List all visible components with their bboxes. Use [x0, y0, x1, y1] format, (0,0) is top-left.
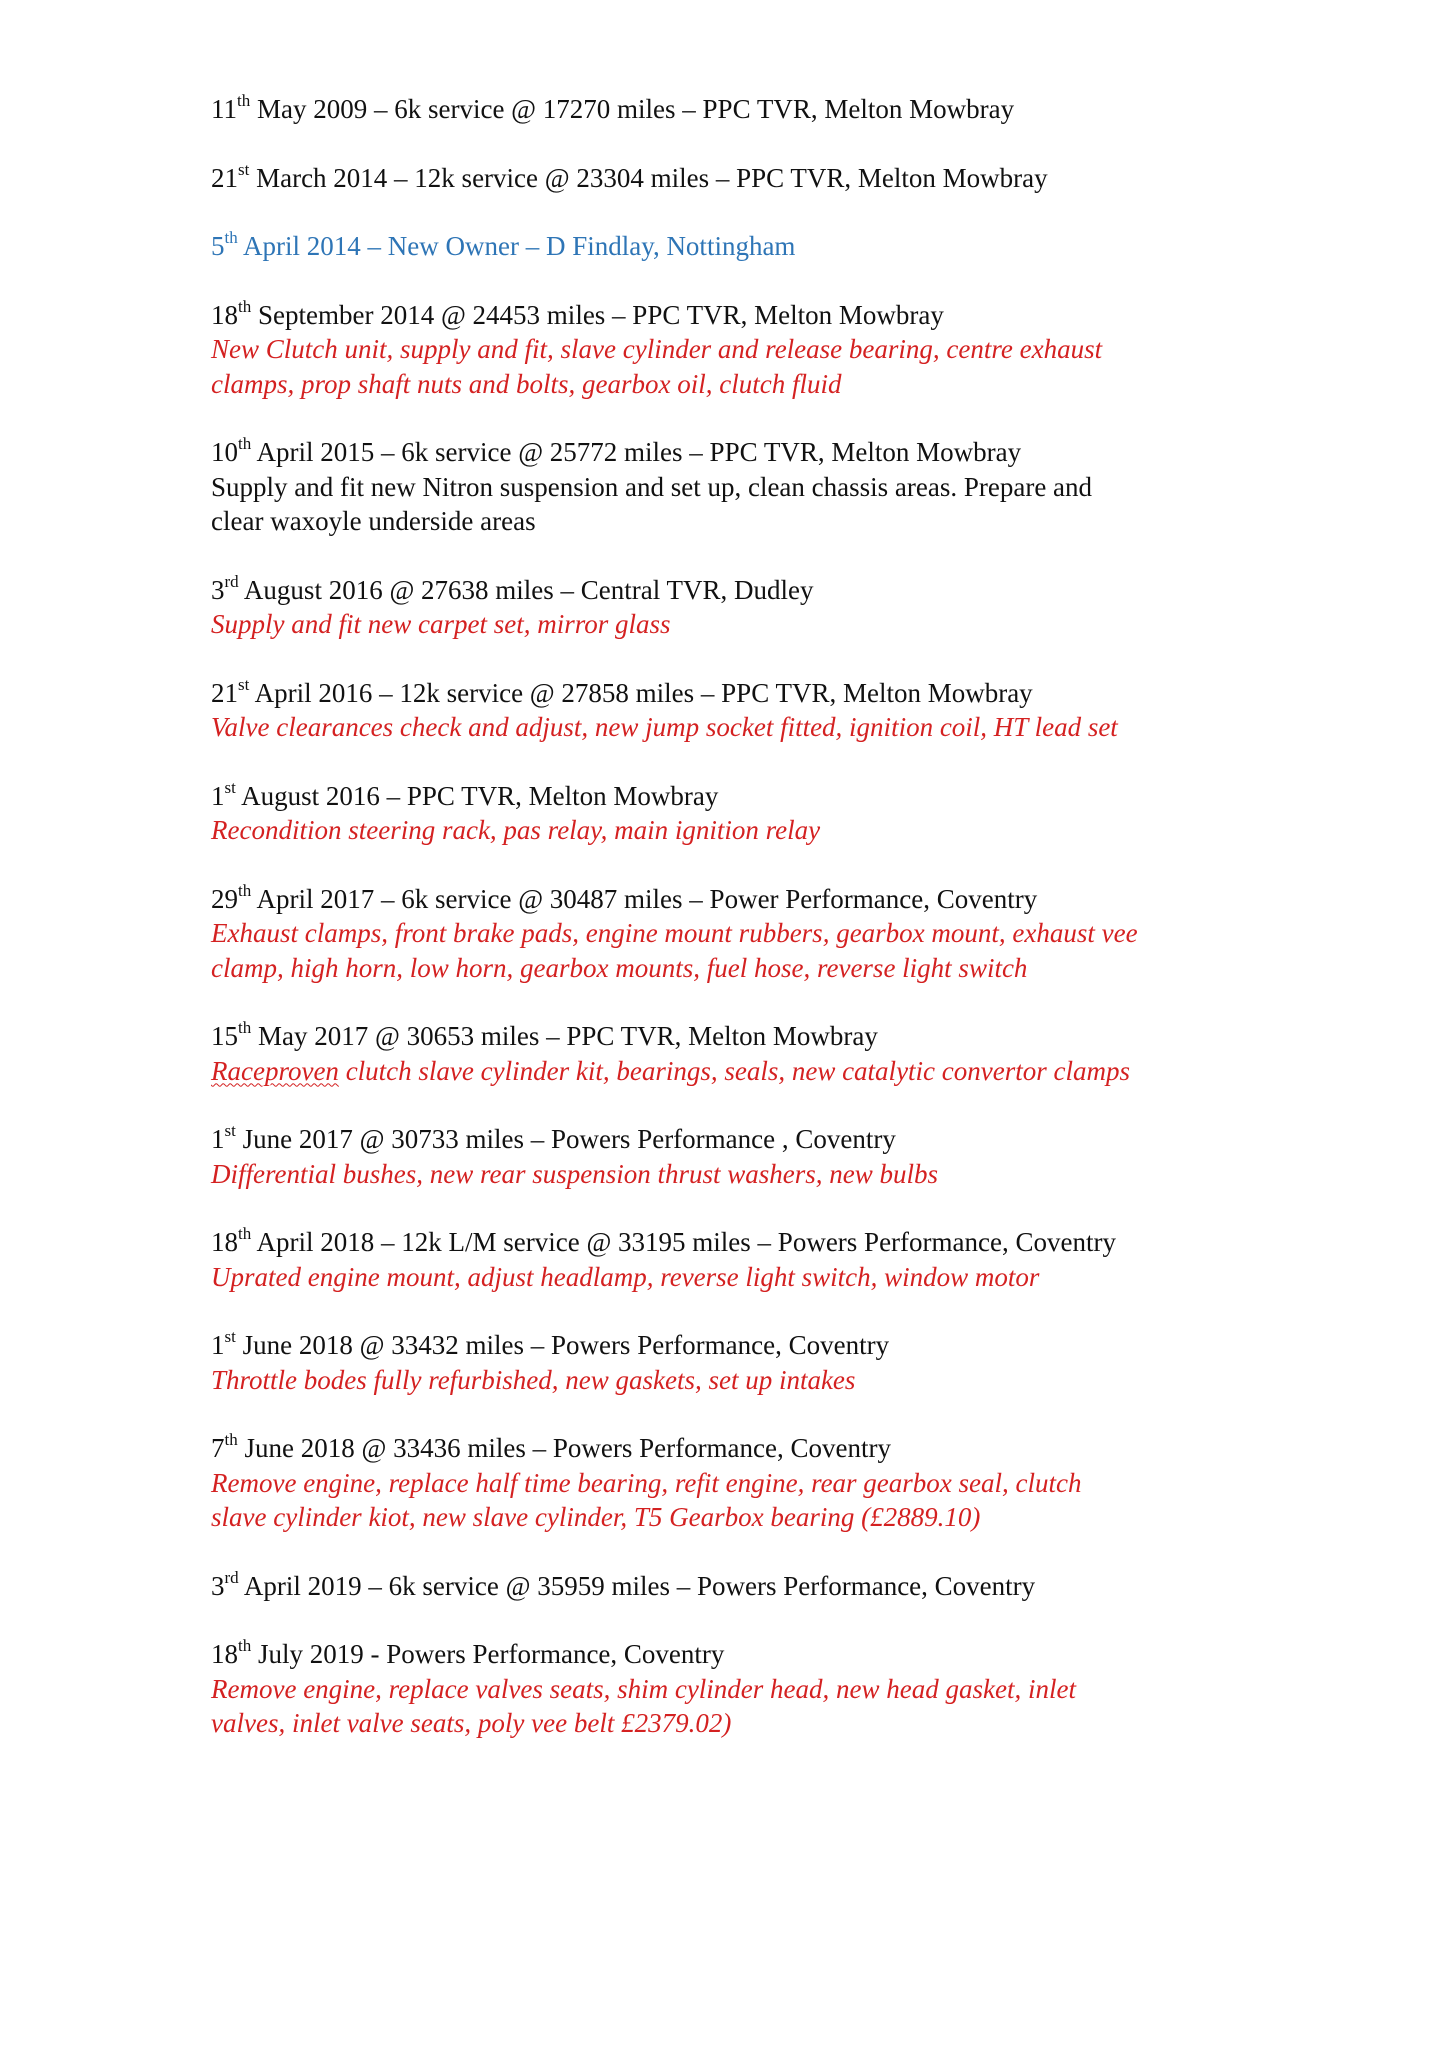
entry-day-ordinal: th [238, 1224, 252, 1243]
service-work-details [211, 504, 1271, 539]
service-work-details [211, 951, 1271, 986]
service-entry [211, 882, 1271, 986]
service-entry-heading [211, 161, 1271, 196]
entry-heading-text: April 2015 – 6k service @ 25772 miles – PPC TVR, Melton Mowbray [251, 437, 1022, 467]
service-work-details [211, 1672, 1271, 1707]
entry-heading-text: May 2009 – 6k service @ 17270 miles – PPC TVR, Melton Mowbray [250, 94, 1015, 124]
service-work-details [211, 1500, 1271, 1535]
service-entry-heading [211, 779, 1271, 814]
service-entry-heading [211, 92, 1271, 127]
entry-day: 18 [211, 1639, 238, 1669]
details-text: clear waxoyle underside areas [211, 506, 536, 536]
entry-heading-text: March 2014 – 12k service @ 23304 miles – PPC TVR, Melton Mowbray [249, 162, 1048, 193]
misspelled-word: Raceproven [211, 1055, 339, 1086]
service-entry [211, 229, 1271, 264]
entry-day-ordinal: th [238, 434, 252, 453]
entry-day: 18 [211, 299, 238, 330]
entry-day: 3 [211, 574, 225, 605]
entry-day: 11 [211, 94, 237, 124]
details-text: clamps, prop shaft nuts and bolts, gearbox oil, clutch fluid [211, 368, 842, 399]
entry-day-ordinal: st [224, 1327, 236, 1346]
service-work-details [211, 813, 1271, 848]
service-entry [211, 1569, 1271, 1604]
entry-day-ordinal: rd [224, 1567, 239, 1587]
entry-day: 29 [211, 883, 238, 914]
service-work-details [211, 1466, 1271, 1501]
entry-day: 21 [211, 162, 238, 193]
service-entry [211, 435, 1271, 539]
details-text: valves, inlet valve seats, poly vee belt £2379.02) [211, 1708, 732, 1738]
entry-heading-text: September 2014 @ 24453 miles – PPC TVR, Melton Mowbray [251, 299, 944, 330]
entry-day-ordinal: st [238, 159, 250, 179]
service-work-details [211, 607, 1271, 642]
service-entry [211, 1019, 1271, 1088]
details-text: Supply and fit new carpet set, mirror glass [211, 609, 671, 639]
service-entry [211, 1328, 1271, 1397]
entry-day-ordinal: rd [224, 571, 239, 591]
service-entry [211, 779, 1271, 848]
service-work-details [211, 470, 1271, 505]
details-text: Remove engine, replace valves seats, shim cylinder head, new head gasket, inlet [211, 1673, 1076, 1704]
service-entry-heading [211, 573, 1271, 608]
details-text: Exhaust clamps, front brake pads, engine mount rubbers, gearbox mount, exhaust vee [211, 918, 1138, 948]
service-work-details [211, 332, 1271, 367]
entry-heading-text: July 2019 - Powers Performance, Coventry [251, 1639, 725, 1669]
service-entry [211, 92, 1271, 127]
service-entry-heading [211, 1225, 1271, 1260]
entry-day-ordinal: st [224, 1121, 236, 1140]
entry-heading-text: April 2018 – 12k L/M service @ 33195 miles – Powers Performance, Coventry [251, 1227, 1116, 1257]
details-text: Remove engine, replace half time bearing, refit engine, rear gearbox seal, clutch [211, 1467, 1082, 1498]
entry-day-ordinal: th [238, 1018, 252, 1037]
service-work-details [211, 1157, 1271, 1192]
service-work-details [211, 710, 1271, 745]
entry-day: 5 [211, 231, 225, 261]
service-work-details [211, 1260, 1271, 1295]
entry-day: 10 [211, 437, 238, 467]
details-text: clamp, high horn, low horn, gearbox mounts, fuel hose, reverse light switch [211, 952, 1028, 983]
entry-day: 7 [211, 1433, 225, 1463]
entry-day: 21 [211, 677, 238, 708]
entry-day-ordinal: th [238, 880, 252, 900]
entry-heading-text: August 2016 @ 27638 miles – Central TVR, Dudley [238, 574, 814, 605]
details-text: Recondition steering rack, pas relay, main ignition relay [211, 815, 821, 845]
entry-heading-text: April 2017 – 6k service @ 30487 miles – Power Performance, Coventry [251, 883, 1038, 914]
service-work-details [211, 367, 1271, 402]
details-text: Uprated engine mount, adjust headlamp, reverse light switch, window motor [211, 1261, 1040, 1292]
entry-day-ordinal: th [224, 1430, 238, 1449]
entry-heading-text: April 2016 – 12k service @ 27858 miles – PPC TVR, Melton Mowbray [249, 677, 1033, 708]
service-entry [211, 1225, 1271, 1294]
service-entry [211, 1431, 1271, 1535]
service-work-details [211, 1054, 1271, 1089]
service-entry-heading [211, 1637, 1271, 1672]
service-entry-heading [211, 1019, 1271, 1054]
service-entry [211, 161, 1271, 196]
entry-heading-text: June 2018 @ 33432 miles – Powers Performance, Coventry [235, 1330, 890, 1360]
entry-day: 1 [211, 1124, 225, 1154]
entry-day: 1 [211, 1330, 225, 1360]
service-entry [211, 1637, 1271, 1741]
service-entry-heading [211, 435, 1271, 470]
service-entry-heading [211, 1122, 1271, 1157]
entry-day-ordinal: th [224, 228, 238, 247]
entry-heading-text: June 2018 @ 33436 miles – Powers Performance, Coventry [237, 1433, 891, 1463]
entry-heading-text: June 2017 @ 30733 miles – Powers Performance , Coventry [235, 1124, 896, 1154]
service-entry-heading [211, 1431, 1271, 1466]
service-entry-heading [211, 882, 1271, 917]
service-work-details [211, 916, 1271, 951]
service-history-page [211, 92, 1271, 1775]
entry-day-ordinal: st [238, 674, 250, 694]
details-text: Supply and fit new Nitron suspension and set up, clean chassis areas. Prepare and [211, 471, 1093, 502]
details-text: slave cylinder kiot, new slave cylinder, T5 Gearbox bearing (£2889.10) [211, 1502, 981, 1532]
entry-heading-text: April 2014 – New Owner – D Findlay, Nottingham [237, 231, 796, 261]
entry-day-ordinal: th [237, 91, 251, 110]
entry-day: 1 [211, 780, 225, 811]
entry-heading-text: August 2016 – PPC TVR, Melton Mowbray [235, 780, 719, 811]
service-entry-heading [211, 1569, 1271, 1604]
details-text: Throttle bodes fully refurbished, new gaskets, set up intakes [211, 1364, 856, 1395]
entry-day-ordinal: st [224, 777, 236, 797]
entry-heading-text: May 2017 @ 30653 miles – PPC TVR, Melton Mowbray [251, 1021, 878, 1051]
details-text: clutch slave cylinder kit, bearings, seals, new catalytic convertor clamps [338, 1055, 1130, 1086]
owner-change-heading [211, 229, 1271, 264]
entry-heading-text: April 2019 – 6k service @ 35959 miles – Powers Performance, Coventry [238, 1570, 1036, 1601]
entry-day: 15 [211, 1021, 238, 1051]
service-work-details [211, 1706, 1271, 1741]
service-entry-heading [211, 1328, 1271, 1363]
service-entry [211, 676, 1271, 745]
entry-day: 3 [211, 1570, 225, 1601]
service-entry [211, 573, 1271, 642]
service-entry [211, 298, 1271, 402]
entry-day-ordinal: th [238, 1636, 252, 1655]
details-text: New Clutch unit, supply and fit, slave cylinder and release bearing, centre exhaust [211, 334, 1103, 364]
details-text: Differential bushes, new rear suspension thrust washers, new bulbs [211, 1158, 939, 1189]
entry-day-ordinal: th [238, 296, 252, 316]
entry-day: 18 [211, 1227, 238, 1257]
service-entry-heading [211, 676, 1271, 711]
service-entry [211, 1122, 1271, 1191]
service-entry-heading [211, 298, 1271, 333]
details-text: Valve clearances check and adjust, new jump socket fitted, ignition coil, HT lead set [211, 712, 1118, 742]
service-work-details [211, 1363, 1271, 1398]
